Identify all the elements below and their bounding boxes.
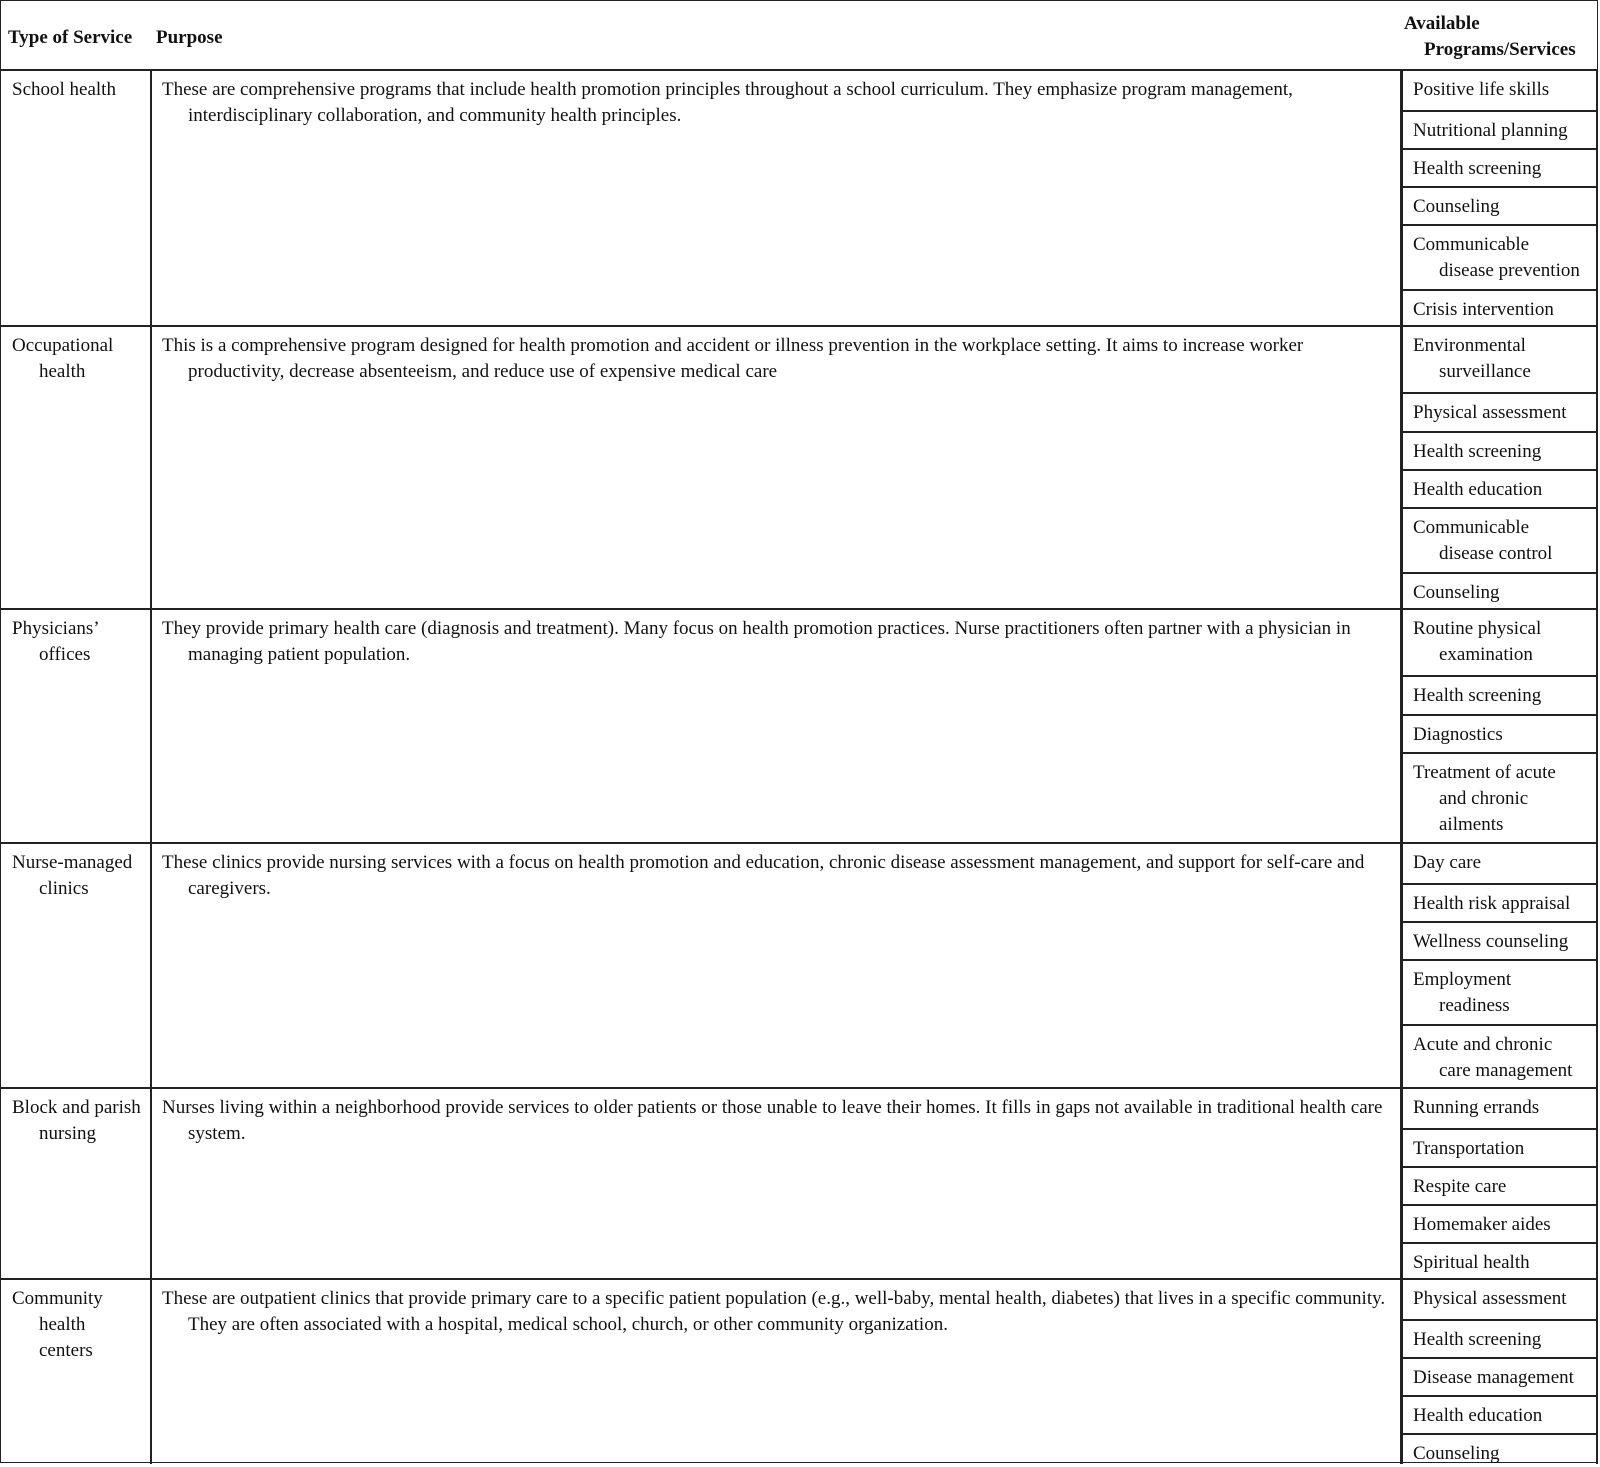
service-item [1402,71,1598,110]
services-cell [1402,1089,1599,1278]
service-text: disease prevention [1439,260,1580,281]
service-text: Communicable [1413,517,1530,538]
service-text: Environmental [1413,335,1526,356]
service-text: Spiritual health [1413,1252,1530,1273]
purpose-cell [152,844,1402,1087]
type-of-service-text: Community [12,1288,103,1309]
table-row [1,1089,1597,1280]
table-row [1,844,1597,1089]
type-of-service-cell [1,610,152,842]
table-row [1,610,1597,844]
service-text: Physical assessment [1413,1288,1567,1309]
service-item [1402,572,1598,610]
table-header [1,1,1597,71]
service-text: Disease management [1413,1367,1574,1388]
service-text: Counseling [1413,196,1500,217]
purpose-text: These are outpatient clinics that provide primary care to a specific patient population (e.g., well-baby, mental health, diabetes) that lives in a specific community. They are often associated with a hospital, medical school, church, or other community organization. [162,1288,1386,1335]
service-text: Positive life skills [1413,79,1550,100]
type-of-service-text: offices [39,644,91,665]
purpose-text: These clinics provide nursing services with a focus on health promotion and education, chronic disease assessment management, and support for self-care and caregivers. [162,852,1365,899]
service-text: Wellness counseling [1413,931,1569,952]
service-text: Transportation [1413,1138,1525,1159]
service-item [1402,714,1598,752]
service-text: disease control [1439,543,1553,564]
purpose-text: Nurses living within a neighborhood provide services to older patients or those unable to leave their homes. It fills in gaps not available in traditional health care system. [162,1097,1383,1144]
service-item [1402,1166,1598,1204]
service-item [1402,327,1598,392]
service-item [1402,1089,1598,1128]
service-text: Treatment of acute [1413,762,1556,783]
service-item [1402,507,1598,572]
service-item [1402,959,1598,1024]
header-purpose: Purpose [156,27,223,48]
type-of-service-text: centers [39,1340,93,1361]
service-item [1402,610,1598,675]
service-item [1402,921,1598,959]
service-item [1402,883,1598,921]
services-cell [1402,844,1599,1087]
service-item [1402,148,1598,186]
type-of-service-text: Occupational [12,335,114,356]
service-text: Homemaker aides [1413,1214,1551,1235]
service-item [1402,752,1598,844]
service-text: Counseling [1413,1443,1500,1464]
service-item [1402,431,1598,469]
services-cell [1402,610,1599,842]
service-item [1402,1242,1598,1280]
service-text: Nutritional planning [1413,120,1568,141]
purpose-text: These are comprehensive programs that include health promotion principles throughout a school curriculum. They emphasize program management, interdisciplinary collaboration, and community health principles. [162,79,1293,126]
type-of-service-cell [1,71,152,325]
header-available-line2: Programs/Services [1424,39,1576,60]
service-text: examination [1439,644,1533,665]
service-item [1402,289,1598,327]
purpose-cell [152,1089,1402,1278]
services-cell [1402,71,1599,325]
service-item [1402,186,1598,224]
service-text: Crisis intervention [1413,299,1554,320]
service-text: Health risk appraisal [1413,893,1571,914]
service-item [1402,110,1598,148]
service-text: Running errands [1413,1097,1540,1118]
purpose-text: This is a comprehensive program designed for health promotion and accident or illness prevention in the workplace setting. It aims to increase worker productivity, decrease absenteeism, and reduce use of expensive medical care [162,335,1304,382]
service-text: surveillance [1439,361,1531,382]
type-of-service-text: health [39,1314,86,1335]
service-item [1402,1128,1598,1166]
service-item [1402,1204,1598,1242]
purpose-cell [152,71,1402,325]
service-item [1402,1395,1598,1433]
service-text: Counseling [1413,582,1500,603]
type-of-service-cell [1,327,152,608]
type-of-service-text: Nurse-managed [12,852,133,873]
service-text: Health screening [1413,685,1542,706]
service-text: Health screening [1413,158,1542,179]
service-item [1402,1433,1598,1464]
service-item [1402,844,1598,883]
service-text: Respite care [1413,1176,1507,1197]
type-of-service-text: School health [12,79,116,100]
header-available-programs [1404,11,1576,63]
service-text: Health education [1413,1405,1543,1426]
service-text: Employment [1413,969,1512,990]
service-item [1402,224,1598,289]
purpose-text: They provide primary health care (diagnosis and treatment). Many focus on health promotion practices. Nurse practitioners often partner with a physician in managing patient population. [162,618,1351,665]
type-of-service-text: health [39,361,86,382]
service-text: Day care [1413,852,1482,873]
type-of-service-text: clinics [39,878,89,899]
service-item [1402,675,1598,714]
service-text: Health education [1413,479,1543,500]
services-cell [1402,327,1599,608]
service-item [1402,1024,1598,1089]
service-item [1402,1357,1598,1395]
table-row [1,327,1597,610]
service-text: ailments [1439,814,1504,835]
type-of-service-text: nursing [39,1123,96,1144]
header-available-line1: Available [1404,13,1480,34]
type-of-service-cell [1,1089,152,1278]
header-type-of-service: Type of Service [8,27,133,48]
purpose-cell [152,610,1402,842]
service-item [1402,1280,1598,1319]
service-text: Health screening [1413,1329,1542,1350]
service-item [1402,1319,1598,1357]
table-row [1,1280,1597,1464]
service-text: Routine physical [1413,618,1542,639]
service-text: Physical assessment [1413,402,1567,423]
service-text: Health screening [1413,441,1542,462]
service-item [1402,469,1598,507]
service-text: Acute and chronic [1413,1034,1553,1055]
type-of-service-text: Block and parish [12,1097,141,1118]
type-of-service-cell [1,844,152,1087]
type-of-service-cell [1,1280,152,1464]
purpose-cell [152,327,1402,608]
type-of-service-text: Physicians’ [12,618,100,639]
service-text: care management [1439,1060,1573,1081]
service-item [1402,392,1598,431]
service-text: Communicable [1413,234,1530,255]
service-text: Diagnostics [1413,724,1503,745]
service-text: readiness [1439,995,1510,1016]
services-cell [1402,1280,1599,1464]
service-text: and chronic [1439,788,1529,809]
table-row [1,71,1597,327]
purpose-cell [152,1280,1402,1464]
